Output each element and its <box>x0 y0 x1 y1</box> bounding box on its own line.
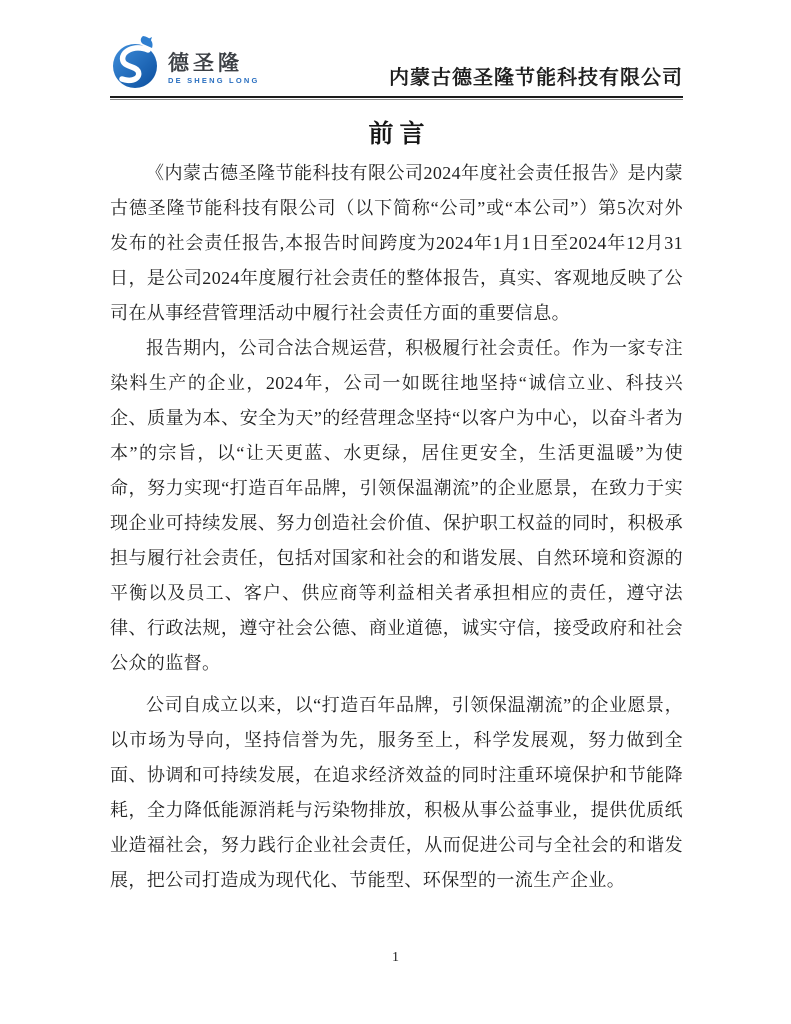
dragon-logo-icon <box>110 34 162 92</box>
logo-text <box>168 41 260 85</box>
page-number: 1 <box>392 950 399 965</box>
document-body <box>110 156 683 898</box>
company-name: 内蒙古德圣隆节能科技有限公司 <box>389 67 683 89</box>
company-logo <box>110 34 260 94</box>
paragraph-3: 公司自成立以来，以“打造百年品牌，引领保温潮流”的企业愿景，以市场为导向，坚持信誉为先，服务至上，科学发展观，努力做到全面、协调和可持续发展，在追求经济效益的同时注重环境保护和节能降耗，全力降低能源消耗与污染物排放，积极从事公益事业，提供优质纸业造福社会，努力践行企业社会责任，从而促进公司与全社会的和谐发展，把公司打造成为现代化、节能型、环保型的一流生产企业。 <box>110 695 683 890</box>
paragraph-2: 报告期内，公司合法合规运营，积极履行社会责任。作为一家专注染料生产的企业，2024年，公司一如既往地坚持“诚信立业、科技兴企、质量为本、安全为天”的经营理念坚持“以客户为中心，以奋斗者为本”的宗旨，以“让天更蓝、水更绿，居住更安全，生活更温暖”为使命，努力实现“打造百年品牌，引领保温潮流”的企业愿景，在致力于实现企业可持续发展、努力创造社会价值、保护职工权益的同时，积极承担与履行社会责任，包括对国家和社会的和谐发展、自然环境和资源的平衡以及员工、客户、供应商等利益相关者承担相应的责任，遵守法律、行政法规，遵守社会公德、商业道德，诚实守信，接受政府和社会公众的监督。 <box>110 338 683 673</box>
header-divider <box>110 96 683 100</box>
page-title: 前言 <box>368 121 431 148</box>
paragraph-1: 《内蒙古德圣隆节能科技有限公司2024年度社会责任报告》是内蒙古德圣隆节能科技有限公司（以下简称“公司”或“本公司”）第5次对外发布的社会责任报告,本报告时间跨度为2024年1月1日至2024年12月31日，是公司2024年度履行社会责任的整体报告，真实、客观地反映了公司在从事经营管理活动中履行社会责任方面的重要信息。 <box>110 163 683 323</box>
page-header <box>110 34 683 94</box>
logo-text-en: DE SHENG LONG <box>168 76 260 86</box>
logo-text-cn: 德圣隆 <box>168 52 243 76</box>
